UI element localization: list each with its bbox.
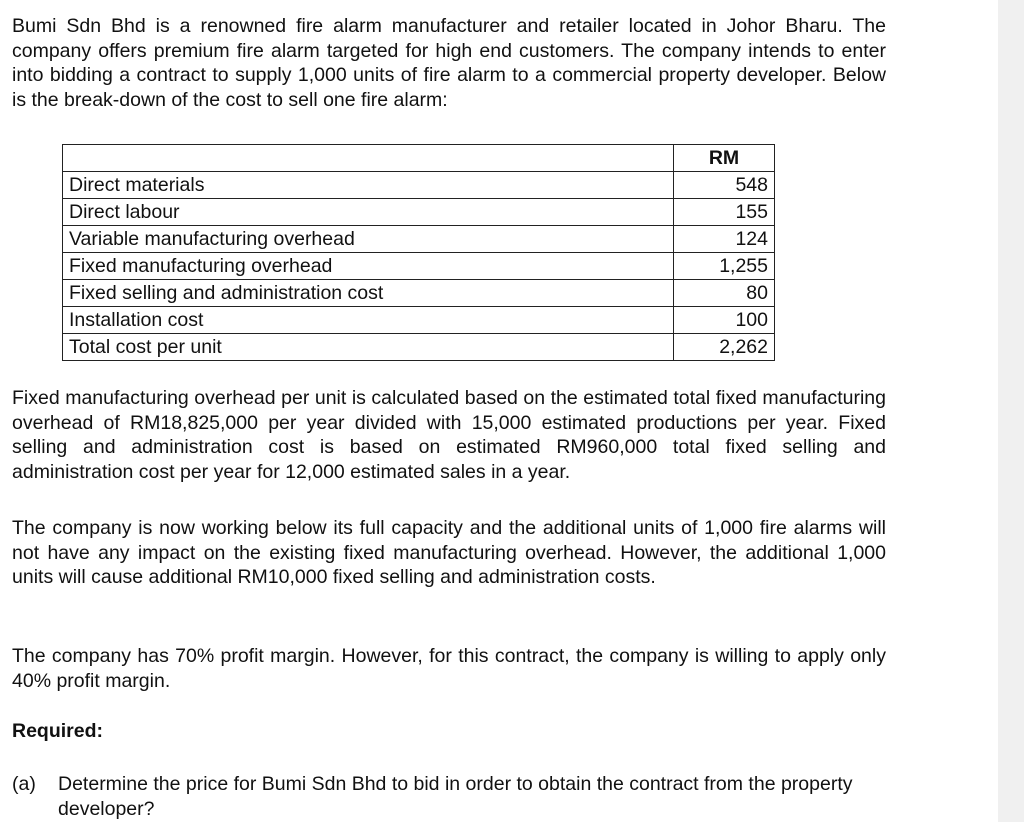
table-row <box>63 253 775 280</box>
row-value: 548 <box>674 172 775 199</box>
table-row <box>63 280 775 307</box>
cost-breakdown-table <box>62 144 775 361</box>
row-label: Total cost per unit <box>63 334 674 361</box>
table-row <box>63 226 775 253</box>
table-header-row <box>63 145 775 172</box>
row-value: 100 <box>674 307 775 334</box>
row-label: Installation cost <box>63 307 674 334</box>
total-row <box>63 334 775 361</box>
table-row <box>63 199 775 226</box>
intro-paragraph: Bumi Sdn Bhd is a renowned fire alarm manufacturer and retailer located in Johor Bharu. The company offers premium fire alarm targeted for high end customers. The company intends to enter into bidding a contract to supply 1,000 units of fire alarm to a commercial property developer. Below is the break-down of the cost to sell one fire alarm: <box>12 15 886 111</box>
table-row <box>63 307 775 334</box>
header-blank-cell <box>63 145 674 172</box>
question-a-text: Determine the price for Bumi Sdn Bhd to bid in order to obtain the contract from the property developer? <box>58 773 853 820</box>
fixed-cost-paragraph: Fixed manufacturing overhead per unit is calculated based on the estimated total fixed manufacturing overhead of RM18,825,000 per year divided with 15,000 estimated productions per year. Fixed selling and administration cost is based on estimated RM960,000 total fixed selling and administration cost per year for 12,000 estimated sales in a year. <box>12 387 886 483</box>
row-value: 1,255 <box>674 253 775 280</box>
capacity-paragraph: The company is now working below its full capacity and the additional units of 1,000 fire alarms will not have any impact on the existing fixed manufacturing overhead. However, the additional 1,000 units will cause additional RM10,000 fixed selling and administration costs. <box>12 517 886 588</box>
table-row <box>63 172 775 199</box>
side-panel <box>998 0 1024 822</box>
row-value: 2,262 <box>674 334 775 361</box>
required-heading: Required: <box>12 720 104 742</box>
row-label: Variable manufacturing overhead <box>63 226 674 253</box>
row-label: Direct materials <box>63 172 674 199</box>
profit-margin-paragraph: The company has 70% profit margin. However, for this contract, the company is willing to apply only 40% profit margin. <box>12 645 886 692</box>
question-a-label: (a) <box>12 773 36 795</box>
row-label: Direct labour <box>63 199 674 226</box>
row-label: Fixed manufacturing overhead <box>63 253 674 280</box>
row-value: 155 <box>674 199 775 226</box>
currency-header: RM <box>674 145 775 172</box>
row-label: Fixed selling and administration cost <box>63 280 674 307</box>
row-value: 80 <box>674 280 775 307</box>
row-value: 124 <box>674 226 775 253</box>
